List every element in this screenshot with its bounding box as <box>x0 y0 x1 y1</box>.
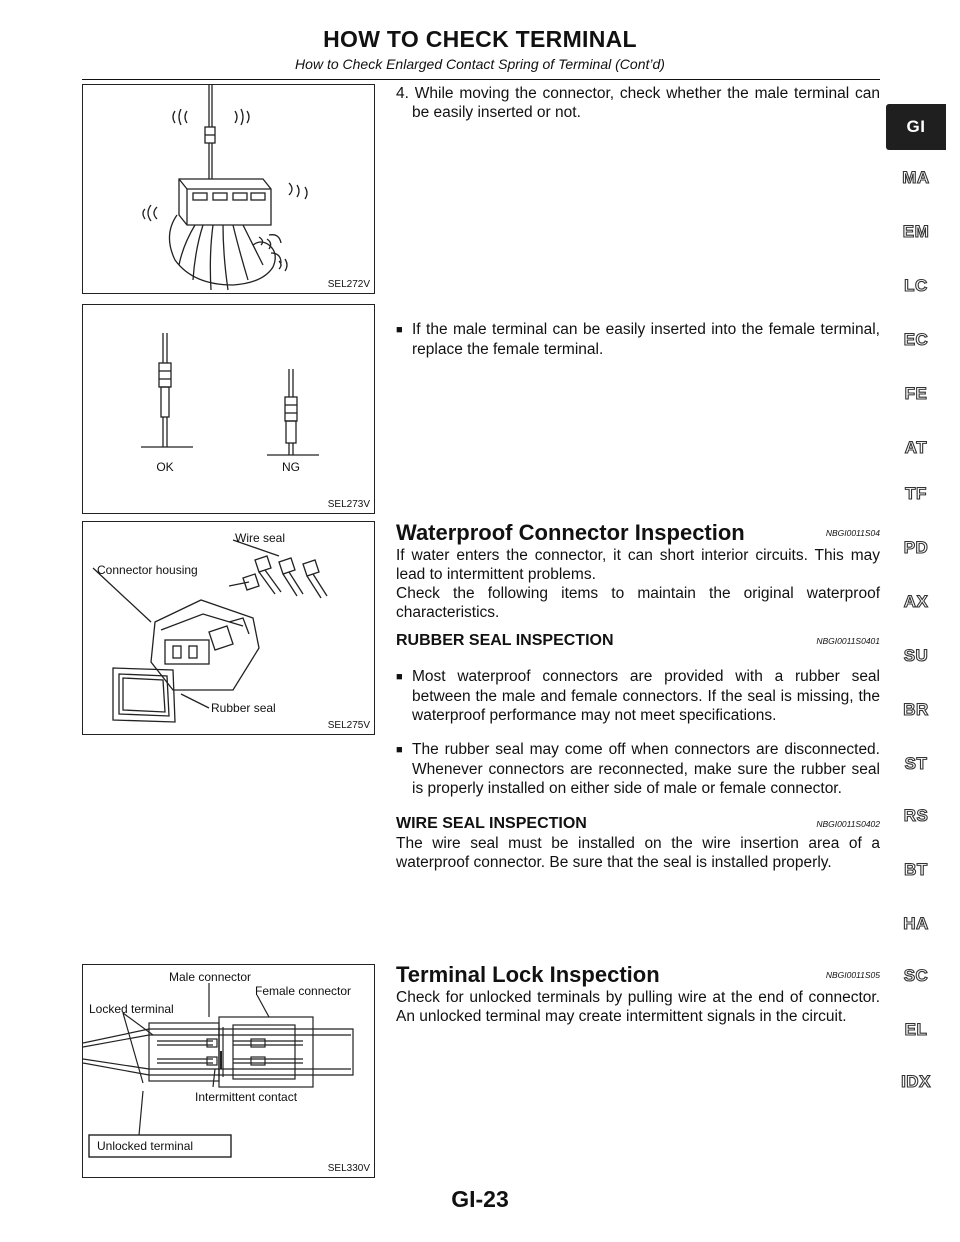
tab-rs[interactable]: RS <box>903 806 929 825</box>
subsection-code: NBGI0011S0402 <box>816 818 880 829</box>
tab-st[interactable]: ST <box>904 754 928 773</box>
figure-code: SEL273V <box>327 499 370 510</box>
wire-seal-label: Wire seal <box>235 531 286 545</box>
tab-el[interactable]: EL <box>904 1020 928 1039</box>
bullet-item <box>396 320 880 359</box>
figure-waterproof-connector <box>82 521 375 735</box>
bullet-text: If the male terminal can be easily inserted into the female terminal, replace the female terminal. <box>412 320 880 358</box>
tab-gi[interactable]: GI <box>886 104 946 150</box>
bullet-icon: ■ <box>396 323 403 336</box>
replace-bullet-block <box>396 304 880 374</box>
rubber-seal-label: Rubber seal <box>211 701 276 715</box>
male-connector-label: Male connector <box>169 970 252 984</box>
connector-housing-label: Connector housing <box>97 563 198 577</box>
tab-sc[interactable]: SC <box>903 966 929 985</box>
subsection-heading <box>396 631 880 651</box>
section-heading <box>396 962 880 988</box>
paragraph: Check for unlocked terminals by pulling wire at the end of connector. An unlocked terminal may create intermittent signals in the circuit. <box>396 989 880 1025</box>
section-code: NBGI0011S04 <box>825 528 880 538</box>
bullet-text: Most waterproof connectors are provided with a rubber seal between the male and female connectors. If the seal is missing, the waterproof performance may not meet specifications. <box>412 667 880 724</box>
subsection-heading-text: RUBBER SEAL INSPECTION <box>396 632 614 649</box>
tab-at[interactable]: AT <box>904 438 928 457</box>
intermittent-contact-label: Intermittent contact <box>195 1090 298 1104</box>
paragraph: If water enters the connector, it can short interior circuits. This may lead to intermittent problems. <box>396 547 880 583</box>
tab-lc[interactable]: LC <box>904 276 928 295</box>
page-title: HOW TO CHECK TERMINAL <box>323 26 637 52</box>
step-4-text: 4. While moving the connector, check whether the male terminal can be easily inserted or not. <box>396 85 880 121</box>
tab-tf[interactable]: TF <box>905 484 927 503</box>
terminal-lock-illustration <box>83 965 376 1179</box>
page-subtitle: How to Check Enlarged Contact Spring of Terminal (Cont’d) <box>295 56 665 72</box>
figure-terminal-lock <box>82 964 375 1178</box>
tab-ax[interactable]: AX <box>903 592 929 611</box>
page-number: GI-23 <box>451 1186 509 1212</box>
tab-br[interactable]: BR <box>903 700 929 719</box>
tab-ma[interactable]: MA <box>902 168 930 187</box>
ok-label: OK <box>156 460 174 474</box>
female-connector-label: Female connector <box>255 984 352 998</box>
subsection-heading <box>396 814 880 834</box>
waterproof-section <box>396 520 880 872</box>
section-heading-text: Waterproof Connector Inspection <box>396 520 745 545</box>
section-heading-text: Terminal Lock Inspection <box>396 962 660 987</box>
tab-ec[interactable]: EC <box>903 330 929 349</box>
waterproof-connector-illustration <box>83 522 376 736</box>
subsection-heading-text: WIRE SEAL INSPECTION <box>396 814 587 832</box>
step-4-block <box>396 84 880 122</box>
figure-code: SEL330V <box>327 1163 370 1174</box>
terminal-lock-section <box>396 962 880 1026</box>
bullet-item <box>396 740 880 798</box>
subsection-code: NBGI0011S0401 <box>816 636 880 646</box>
section-heading <box>396 520 880 546</box>
bullet-text: The rubber seal may come off when connectors are disconnected. Whenever connectors are reconnected, make sure the rubber seal is properly installed on either side of male or female connector. <box>412 741 880 797</box>
paragraph: The wire seal must be installed on the wire insertion area of a waterproof connector. Be sure that the seal is installed properly. <box>396 834 880 871</box>
tab-idx[interactable]: IDX <box>901 1072 931 1091</box>
tab-su[interactable]: SU <box>903 646 929 665</box>
tab-pd[interactable]: PD <box>903 538 929 557</box>
bullet-icon: ■ <box>396 670 403 683</box>
section-code: NBGI0011S05 <box>825 970 880 980</box>
figure-ok-ng <box>82 304 375 514</box>
unlocked-terminal-label: Unlocked terminal <box>97 1139 194 1153</box>
tab-bt[interactable]: BT <box>904 860 928 879</box>
paragraph: Check the following items to maintain the original waterproof characteristics. <box>396 585 880 621</box>
figure-code: SEL272V <box>327 279 370 290</box>
header-rule <box>82 79 880 80</box>
locked-terminal-label: Locked terminal <box>89 1002 174 1016</box>
tab-fe[interactable]: FE <box>904 384 928 403</box>
figure-code: SEL275V <box>327 720 370 731</box>
tab-ha[interactable]: HA <box>903 914 929 933</box>
bullet-icon: ■ <box>396 744 403 756</box>
bullet-item <box>396 667 880 725</box>
connector-moving-illustration <box>83 85 376 295</box>
figure-connector-moving <box>82 84 375 294</box>
ok-ng-illustration <box>83 305 376 515</box>
tab-em[interactable]: EM <box>902 222 930 241</box>
ng-label: NG <box>282 460 300 474</box>
